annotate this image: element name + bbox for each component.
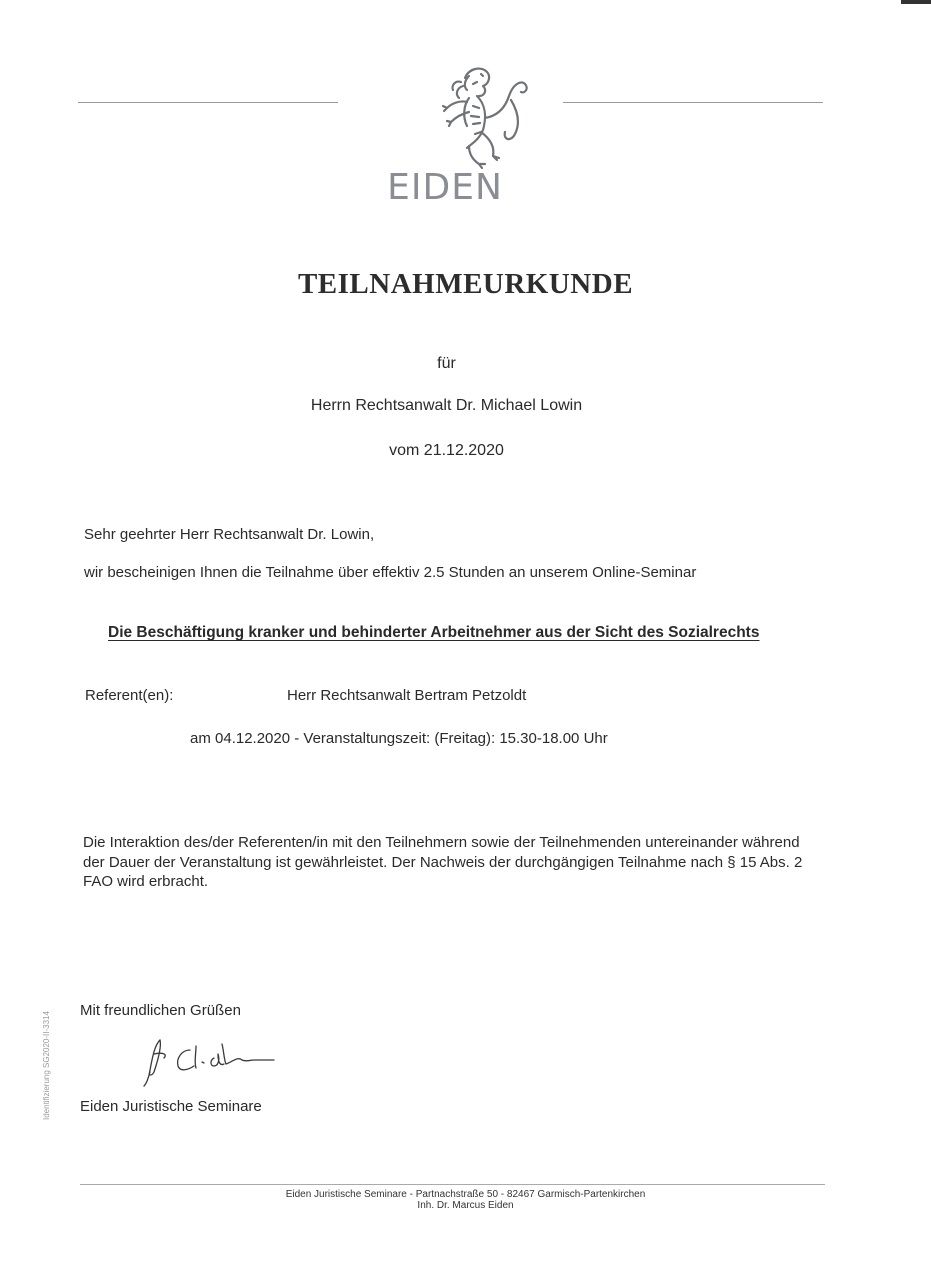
brand-wordmark: EIDEN	[387, 167, 503, 208]
document-title: TEILNAHMEURKUNDE	[297, 268, 634, 300]
interaction-note: Die Interaktion des/der Referenten/in mit den Teilnehmern sowie der Teilnehmenden untereinander während der Dauer der Veranstaltung ist gewährleistet. Der Nachweis der durchgängigen Teilnahme nach § 15 Abs. 2 FAO wird erbracht.	[83, 834, 803, 890]
sender-name: Eiden Juristische Seminare	[80, 1098, 262, 1115]
for-label: für	[437, 355, 456, 372]
speaker-name: Herr Rechtsanwalt Bertram Petzoldt	[287, 687, 527, 704]
footer-owner: Inh. Dr. Marcus Eiden	[417, 1200, 514, 1211]
seminar-title: Die Beschäftigung kranker und behinderter Arbeitnehmer aus der Sicht des Sozialrechts	[108, 624, 760, 641]
side-identifier: Identifizierung SG2020-II-3314	[42, 1011, 51, 1120]
issue-date: vom 21.12.2020	[389, 442, 504, 459]
footer-rule	[80, 1184, 825, 1185]
closing-greeting: Mit freundlichen Grüßen	[80, 1002, 241, 1019]
heraldic-lion-icon	[425, 60, 540, 175]
speaker-label: Referent(en):	[85, 687, 174, 704]
header-rule-right	[563, 102, 823, 103]
handwritten-signature	[138, 1036, 278, 1088]
recipient-name: Herrn Rechtsanwalt Dr. Michael Lowin	[310, 397, 583, 414]
header-rule-left	[78, 102, 338, 103]
confirmation-text: wir bescheinigen Ihnen die Teilnahme über effektiv 2.5 Stunden an unserem Online-Seminar	[84, 564, 697, 581]
salutation: Sehr geehrter Herr Rechtsanwalt Dr. Lowin,	[84, 526, 375, 543]
footer-address: Eiden Juristische Seminare - Partnachstraße 50 - 82467 Garmisch-Partenkirchen	[285, 1189, 646, 1200]
scan-corner-mark	[901, 0, 931, 4]
event-time: am 04.12.2020 - Veranstaltungszeit: (Freitag): 15.30-18.00 Uhr	[190, 730, 608, 747]
